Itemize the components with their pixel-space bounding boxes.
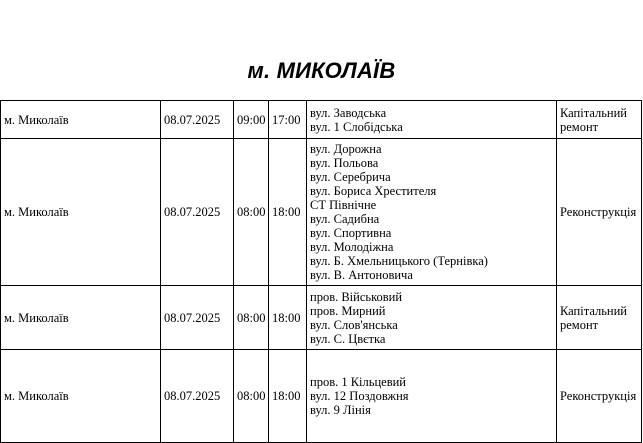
table-row xyxy=(1,101,642,139)
date-cell: 08.07.2025 xyxy=(161,101,234,139)
street-item: вул. Слов'янська xyxy=(310,317,398,332)
start-time-cell: 08:00 xyxy=(234,350,269,443)
reason-cell: Капітальний ремонт xyxy=(557,286,642,350)
start-time-cell: 08:00 xyxy=(234,286,269,350)
end-time-cell: 18:00 xyxy=(269,286,307,350)
street-item: вул. 12 Поздовжня xyxy=(310,389,409,403)
street-item: пров. Мирний xyxy=(310,303,386,318)
street-item: СТ Північне xyxy=(310,198,377,212)
street-item: вул. Б. Хмельницького (Тернівка) xyxy=(310,254,488,268)
street-item: вул. Польова xyxy=(310,156,379,170)
street-item: вул. С. Цвєтка xyxy=(310,331,386,346)
streets-cell xyxy=(307,101,557,139)
table-row xyxy=(1,286,642,350)
outage-schedule-table xyxy=(0,100,642,443)
end-time-cell: 18:00 xyxy=(269,139,307,286)
street-item: вул. Садибна xyxy=(310,212,380,226)
street-item: вул. Спортивна xyxy=(310,226,392,240)
start-time-cell: 09:00 xyxy=(234,101,269,139)
date-cell: 08.07.2025 xyxy=(161,286,234,350)
streets-cell xyxy=(307,139,557,286)
street-item: вул. Серебрича xyxy=(310,170,391,184)
end-time-cell: 17:00 xyxy=(269,101,307,139)
city-cell: м. Миколаїв xyxy=(1,286,161,350)
city-cell: м. Миколаїв xyxy=(1,139,161,286)
streets-cell xyxy=(307,286,557,350)
street-item: вул. 9 Лінія xyxy=(310,403,371,417)
street-item: вул. 1 Слобідська xyxy=(310,119,403,134)
date-cell: 08.07.2025 xyxy=(161,139,234,286)
city-cell: м. Миколаїв xyxy=(1,101,161,139)
streets-cell xyxy=(307,350,557,443)
reason-cell: Капітальний ремонт xyxy=(557,101,642,139)
city-cell: м. Миколаїв xyxy=(1,350,161,443)
reason-cell: Реконструкція xyxy=(557,139,642,286)
street-item: вул. Заводська xyxy=(310,105,387,120)
end-time-cell: 18:00 xyxy=(269,350,307,443)
date-cell: 08.07.2025 xyxy=(161,350,234,443)
start-time-cell: 08:00 xyxy=(234,139,269,286)
street-item: пров. Військовий xyxy=(310,289,403,304)
street-item: вул. Бориса Хрестителя xyxy=(310,184,437,198)
street-item: вул. Молодіжна xyxy=(310,240,394,254)
table-row xyxy=(1,139,642,286)
reason-cell: Реконструкція xyxy=(557,350,642,443)
street-item: вул. Дорожна xyxy=(310,142,382,156)
page-title: м. МИКОЛАЇВ xyxy=(247,58,396,83)
table-row xyxy=(1,350,642,443)
street-item: вул. В. Антоновича xyxy=(310,268,413,282)
street-item: пров. 1 Кільцевий xyxy=(310,375,406,389)
